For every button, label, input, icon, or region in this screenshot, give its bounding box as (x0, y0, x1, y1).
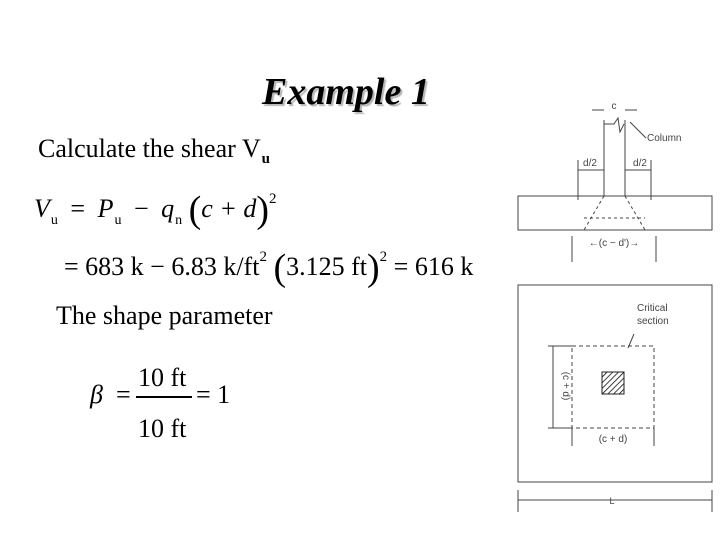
label-c: c (611, 101, 617, 112)
beta-result: = 1 (196, 380, 231, 409)
instruction-text: Calculate the shear V (38, 134, 261, 163)
label-d2-right: d/2 (633, 158, 647, 169)
eq2-close-paren: ) (367, 247, 380, 289)
eq2-part1: 683 k − 6.83 k/ft (85, 252, 260, 281)
eq1-p: P (97, 194, 114, 223)
label-c-minus-d: ←(c − d')→ (588, 238, 640, 249)
eq1-q-sub: n (175, 213, 183, 228)
label-column: Column (647, 133, 682, 144)
label-critical-2: section (637, 316, 669, 327)
eq2-open-paren: ( (273, 247, 287, 289)
eq1-body: c + d (201, 194, 257, 223)
plan-view (518, 285, 712, 512)
label-c-plus-d-vertical: (c + d) (560, 371, 571, 401)
column-leader (630, 122, 646, 138)
shape-parameter-label: The shape parameter (56, 301, 273, 330)
eq1-p-sub: u (114, 213, 122, 228)
eq1-q: q (161, 194, 175, 223)
shear-cone-left (584, 196, 604, 230)
footing-section (518, 196, 712, 230)
shear-cone-right (625, 196, 645, 230)
eq1-exponent: 2 (269, 191, 277, 207)
eq2-exp2: 2 (379, 249, 388, 265)
eq2-equals: = (64, 252, 79, 281)
eq1-lhs-sub: u (50, 213, 58, 228)
label-d2-left: d/2 (583, 158, 597, 169)
slide-title: Example 1 (262, 71, 430, 113)
eq1-close-paren: ) (256, 189, 270, 231)
beta-numerator: 10 ft (138, 363, 187, 392)
eq2-body: 3.125 ft (286, 252, 367, 281)
eq2-result: = 616 k (393, 252, 474, 281)
eq1-equals: = (70, 194, 86, 223)
eq1-open-paren: ( (188, 189, 202, 231)
column-hatched (602, 372, 624, 394)
eq1-lhs: V (34, 194, 50, 223)
instruction-subscript: u (261, 151, 270, 167)
beta-glyph: β (90, 380, 103, 409)
eq2-exp1: 2 (259, 249, 267, 265)
beta-denominator: 10 ft (138, 414, 187, 443)
column-break-mark (604, 118, 624, 132)
label-c-plus-d: (c + d) (598, 434, 628, 445)
label-critical-1: Critical (637, 303, 668, 314)
label-L: L (609, 496, 615, 506)
beta-equals: = (116, 380, 131, 409)
eq1-minus: − (133, 194, 149, 223)
